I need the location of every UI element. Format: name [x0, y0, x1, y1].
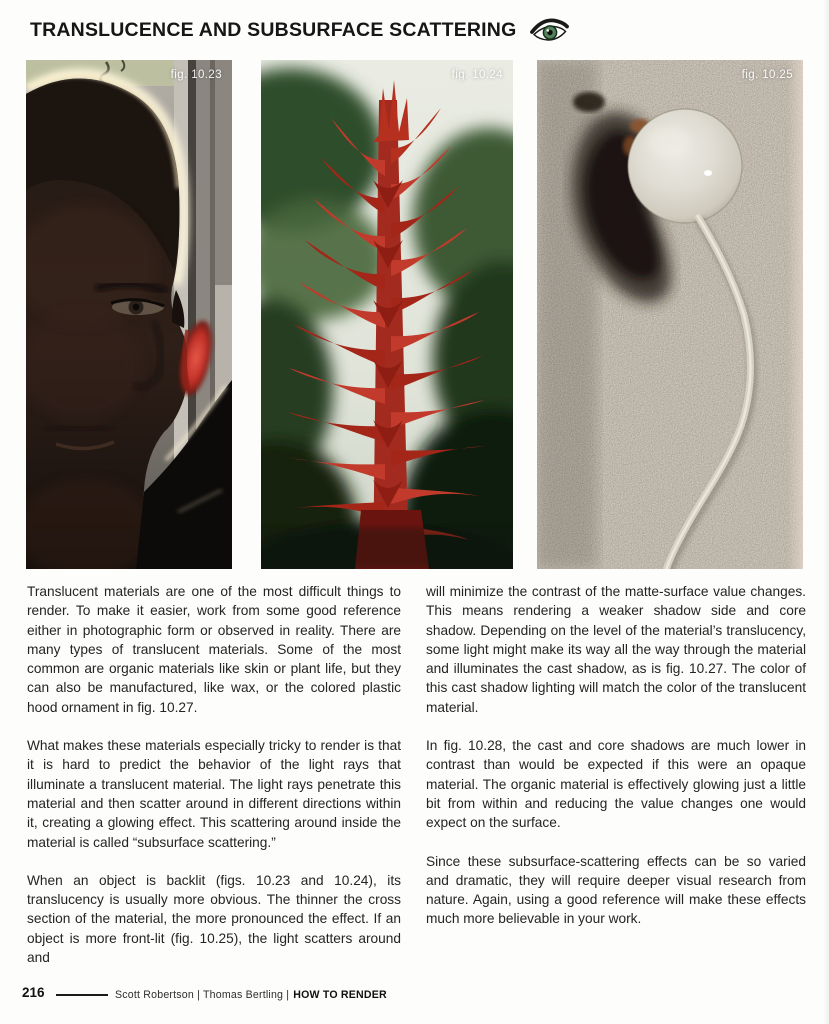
kelp-bulb-photo [537, 60, 803, 569]
right-column [426, 582, 806, 986]
figure-red-ginger-flower [261, 60, 513, 569]
page-title: TRANSLUCENCE AND SUBSURFACE SCATTERING [30, 19, 517, 41]
scan-edge [823, 0, 829, 1024]
figure-caption: fig. 10.25 [741, 69, 793, 81]
red-flower-photo [261, 60, 513, 569]
book-title: HOW TO RENDER [293, 989, 387, 1001]
paragraph: will minimize the contrast of the matte-surface value changes. This means rendering a weaker shadow side and core shadow. Depending on the level of the material’s translucency, some light might make its way all the way through the material and illuminates the cast shadow, as is fig. 10.27. The color of this cast shadow lighting will match the color of the translucent material. [426, 584, 806, 715]
paragraph: When an object is backlit (figs. 10.23 and 10.24), its translucency is usually more obvious. The thinner the cross section of the material, the more pronounced the effect. If an object is more front-lit (fig. 10.25), the light scatters around and [27, 872, 401, 966]
eye-icon [529, 16, 569, 45]
body-text [27, 582, 806, 986]
footer-credits [115, 989, 387, 1001]
figure-kelp-bulb [537, 60, 803, 569]
page-number: 216 [22, 985, 45, 1000]
backlit-portrait-photo [26, 60, 232, 569]
paragraph: What makes these materials especially tricky to render is that it is hard to predict the behavior of the light rays that illuminate a translucent material. The light rays penetrate this material and then scatter around in different directions within it, creating a glowing effect. This scattering around inside the material is called “subsurface scattering.” [27, 738, 401, 850]
paragraph: Since these subsurface-scattering effects can be so varied and dramatic, they will require deeper visual research from nature. Again, using a good reference will make these effects much more believable in your work. [426, 853, 806, 927]
page-header [30, 16, 569, 45]
authors-text: Scott Robertson | Thomas Bertling | [115, 989, 290, 1001]
footer-rule [56, 994, 108, 996]
paragraph: Translucent materials are one of the most difficult things to render. To make it easier, work from some good reference either in photographic form or observed in reality. There are many types of translucent materials. Some of the most common are organic materials like skin or plant life, but they can also be manufactured, like wax, or the colored plastic hood ornament in fig. 10.27. [27, 584, 401, 715]
left-column [27, 582, 401, 986]
figure-caption: fig. 10.24 [451, 69, 503, 81]
figure-backlit-portrait [26, 60, 232, 569]
paragraph: In fig. 10.28, the cast and core shadows are much lower in contrast than would be expected if this were an opaque material. The organic material is effectively glowing just a little bit from within and reducing the value changes one would expect on the surface. [426, 738, 806, 831]
figure-caption: fig. 10.23 [170, 69, 222, 81]
